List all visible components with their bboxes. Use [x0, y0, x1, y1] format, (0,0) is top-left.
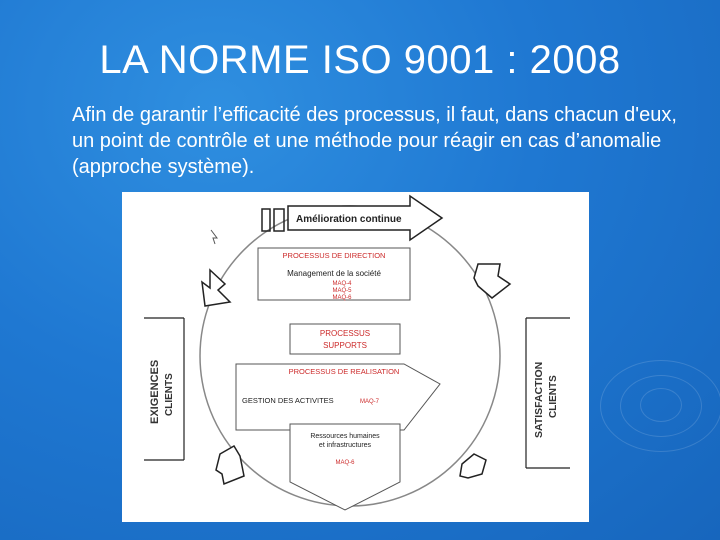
cursor-mark [211, 230, 217, 244]
requirements-label-2: CLIENTS [164, 373, 175, 416]
resources-line-2: et infrastructures [318, 442, 372, 449]
process-diagram [122, 192, 589, 522]
support-label-2: SUPPORTS [323, 341, 367, 350]
activities-label: GESTION DES ACTIVITES [242, 396, 334, 405]
cycle-arrow-top-left [202, 270, 230, 306]
resources-ref: MAQ-6 [335, 460, 355, 466]
satisfaction-label-1: SATISFACTION [533, 361, 545, 438]
cycle-arrow-top-right [474, 264, 510, 298]
management-ref-1: MAQ-4 [332, 281, 352, 287]
support-label-1: PROCESSUS [319, 329, 371, 338]
improvement-step-2 [274, 209, 284, 231]
management-header: PROCESSUS DE DIRECTION [282, 251, 386, 260]
background-ripple [640, 388, 682, 422]
realization-header: PROCESSUS DE REALISATION [288, 367, 400, 376]
slide-paragraph: Afin de garantir l’efficacité des processus, il faut, dans chacun d'eux, un point de contrôle et une méthode pour réagir en cas d’anomalie (approche système). [72, 104, 677, 178]
process-diagram-svg [122, 192, 589, 522]
requirements-label-1: EXIGENCES [149, 359, 161, 424]
improvement-label: Amélioration continue [296, 214, 402, 225]
activities-ref: MAQ-7 [360, 399, 380, 405]
resources-line-1: Ressources humaines [310, 433, 380, 440]
cycle-arrow-bottom-right [460, 454, 486, 478]
management-text: Management de la société [287, 269, 381, 278]
improvement-step-1 [262, 209, 270, 231]
satisfaction-label-2: CLIENTS [548, 375, 559, 418]
slide-title: LA NORME ISO 9001 : 2008 [99, 38, 621, 82]
management-ref-3: MAQ-6 [332, 295, 352, 301]
management-ref-2: MAQ-5 [332, 288, 352, 294]
cycle-arrow-bottom-left [216, 446, 244, 484]
